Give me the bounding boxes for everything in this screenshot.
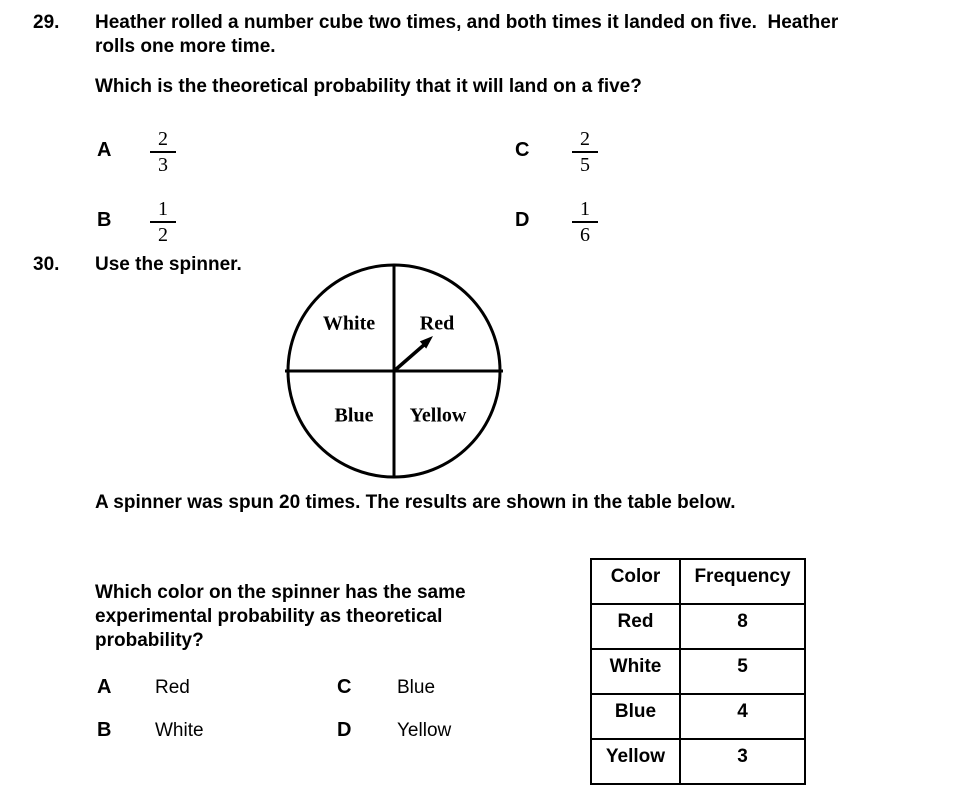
spinner-graphic <box>280 261 510 481</box>
table-cell-frequency: 8 <box>680 604 805 649</box>
q30-results-text: A spinner was spun 20 times. The results are shown in the table below. <box>95 492 736 513</box>
q29-option-c-letter: C <box>515 139 530 161</box>
q29-prompt-line-1: Heather rolled a number cube two times, and both times it landed on five. Heather <box>95 12 839 33</box>
q30-number: 30. <box>33 254 60 275</box>
q29-option-b-fraction <box>150 198 176 246</box>
spinner-label-white: White <box>322 312 376 335</box>
table-header-row <box>591 559 805 604</box>
q30-option-b-value: White <box>155 720 204 741</box>
q29-number: 29. <box>33 12 60 33</box>
frequency-table <box>590 558 806 785</box>
spinner-label-red: Red <box>419 312 455 335</box>
spinner-label-yellow: Yellow <box>409 404 467 427</box>
table-cell-frequency: 5 <box>680 649 805 694</box>
spinner-arrow-shaft <box>394 344 425 371</box>
table-cell-frequency: 3 <box>680 739 805 784</box>
q30-option-c-letter: C <box>337 676 352 698</box>
fraction-numerator: 1 <box>572 198 598 223</box>
spinner-label-blue: Blue <box>334 404 374 427</box>
q29-prompt <box>95 11 838 59</box>
table-cell-frequency: 4 <box>680 694 805 739</box>
q29-prompt-line-2: rolls one more time. <box>95 36 276 57</box>
q30-option-a-letter: A <box>97 676 112 698</box>
q29-option-a-fraction <box>150 128 176 176</box>
q30-question-line-1: Which color on the spinner has the same <box>95 582 466 603</box>
q29-option-b-letter: B <box>97 209 112 231</box>
fraction-denominator: 6 <box>580 224 590 246</box>
table-row <box>591 739 805 784</box>
q30-prompt: Use the spinner. <box>95 254 242 275</box>
q30-option-c-value: Blue <box>397 677 436 698</box>
q29-question: Which is the theoretical probability that it will land on a five? <box>95 76 642 97</box>
table-cell-color: White <box>591 649 680 694</box>
q30-option-a-value: Red <box>155 677 190 698</box>
q30-question <box>95 581 466 653</box>
fraction-denominator: 5 <box>580 154 590 176</box>
q30-question-line-3: probability? <box>95 630 204 651</box>
q30-option-b-letter: B <box>97 719 112 741</box>
spinner-diagram <box>280 261 510 481</box>
table-header-frequency: Frequency <box>680 559 805 604</box>
table-cell-color: Red <box>591 604 680 649</box>
q29-option-a-letter: A <box>97 139 112 161</box>
q30-option-d-letter: D <box>337 719 352 741</box>
table-row <box>591 694 805 739</box>
table-row <box>591 649 805 694</box>
fraction-numerator: 1 <box>150 198 176 223</box>
fraction-numerator: 2 <box>150 128 176 153</box>
fraction-numerator: 2 <box>572 128 598 153</box>
table-cell-color: Blue <box>591 694 680 739</box>
q29-option-d-fraction <box>572 198 598 246</box>
fraction-denominator: 3 <box>158 154 168 176</box>
q29-option-c-fraction <box>572 128 598 176</box>
fraction-denominator: 2 <box>158 224 168 246</box>
table-cell-color: Yellow <box>591 739 680 784</box>
table-row <box>591 604 805 649</box>
table-header-color: Color <box>591 559 680 604</box>
q30-question-line-2: experimental probability as theoretical <box>95 606 443 627</box>
q30-option-d-value: Yellow <box>397 720 452 741</box>
q29-option-d-letter: D <box>515 209 530 231</box>
